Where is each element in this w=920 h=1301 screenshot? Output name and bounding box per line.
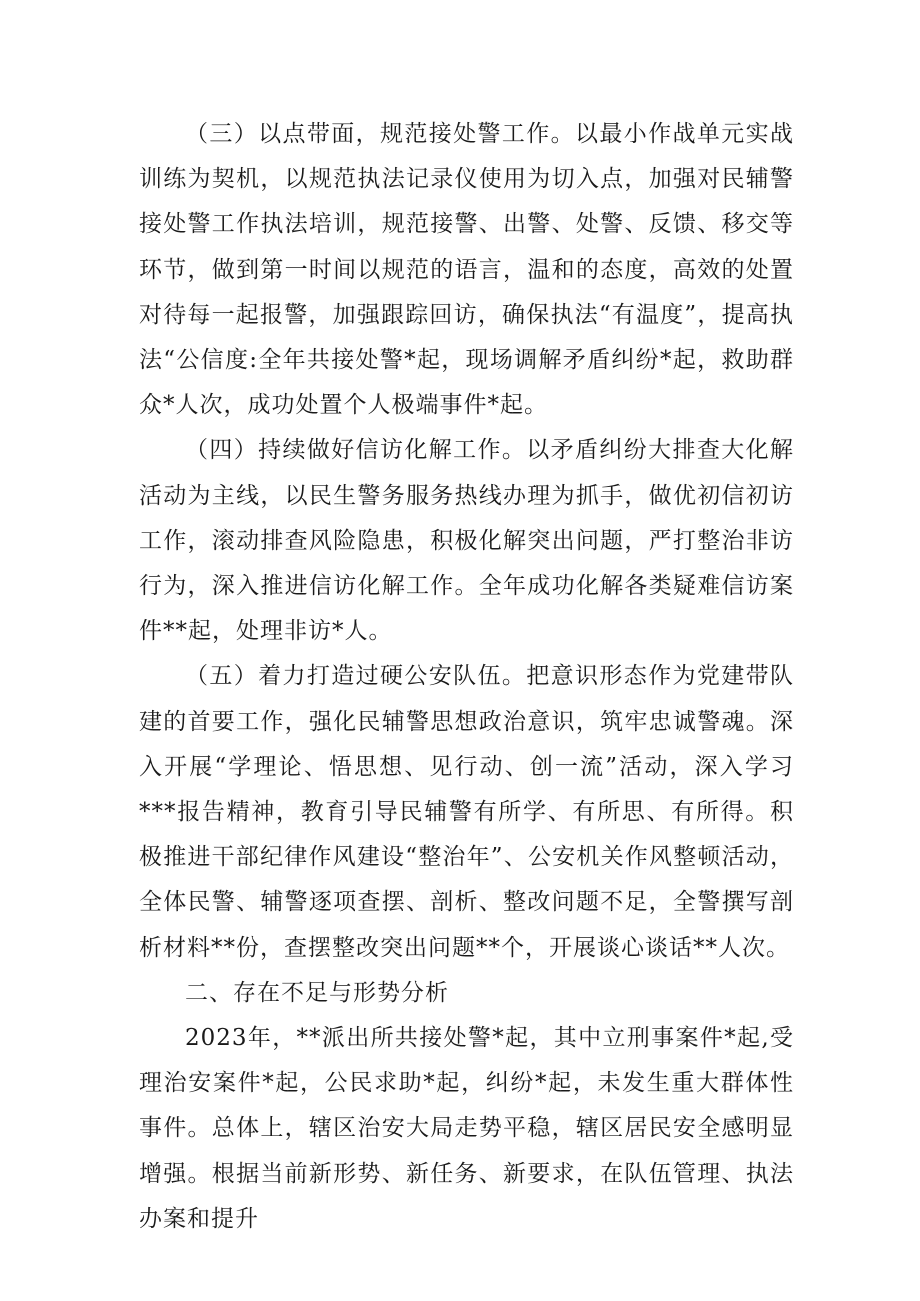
paragraph-situation-analysis: 2023年，**派出所共接处警*起，其中立刑事案件*起,受理治安案件*起，公民求助*起，纠纷*起，未发生重大群体性事件。总体上，辖区治安大局走势平稳，辖区居民安全感明显增强。根据当前新形势、新任务、新要求，在队伍管理、执法办案和提升 — [139, 1025, 794, 1232]
paragraph-petition-resolution: （四）持续做好信访化解工作。以矛盾纠纷大排查大化解活动为主线，以民生警务服务热线办理为抓手，做优初信初访工作，滚动排查风险隐患，积极化解突出问题，严打整治非访行为，深入推进信访化解工作。全年成功化解各类疑难信访案件**起，处理非访*人。 — [139, 437, 794, 645]
section-heading: 二、存在不足与形势分析 — [185, 979, 449, 1006]
document-body — [139, 112, 794, 1242]
paragraph-team-building: （五）着力打造过硬公安队伍。把意识形态作为党建带队建的首要工作，强化民辅警思想政治意识，筑牢忠诚警魂。深入开展“学理论、悟思想、见行动、创一流”活动，深入学习***报告精神，教育引导民辅警有所学、有所思、有所得。积极推进干部纪律作风建设“整治年”、公安机关作风整顿活动，全体民警、辅警逐项查摆、剖析、整改问题不足，全警撰写剖析材料**份，查摆整改突出问题**个，开展谈心谈话**人次。 — [139, 663, 794, 961]
paragraph-reception-police: （三）以点带面，规范接处警工作。以最小作战单元实战训练为契机，以规范执法记录仪使用为切入点，加强对民辅警接处警工作执法培训，规范接警、出警、处警、反馈、移交等环节，做到第一时间以规范的语言，温和的态度，高效的处置对待每一起报警，加强跟踪回访，确保执法“有温度”，提高执法“公信度:全年共接处警*起，现场调解矛盾纠纷*起，救助群众*人次，成功处置个人极端事件*起。 — [139, 121, 794, 419]
